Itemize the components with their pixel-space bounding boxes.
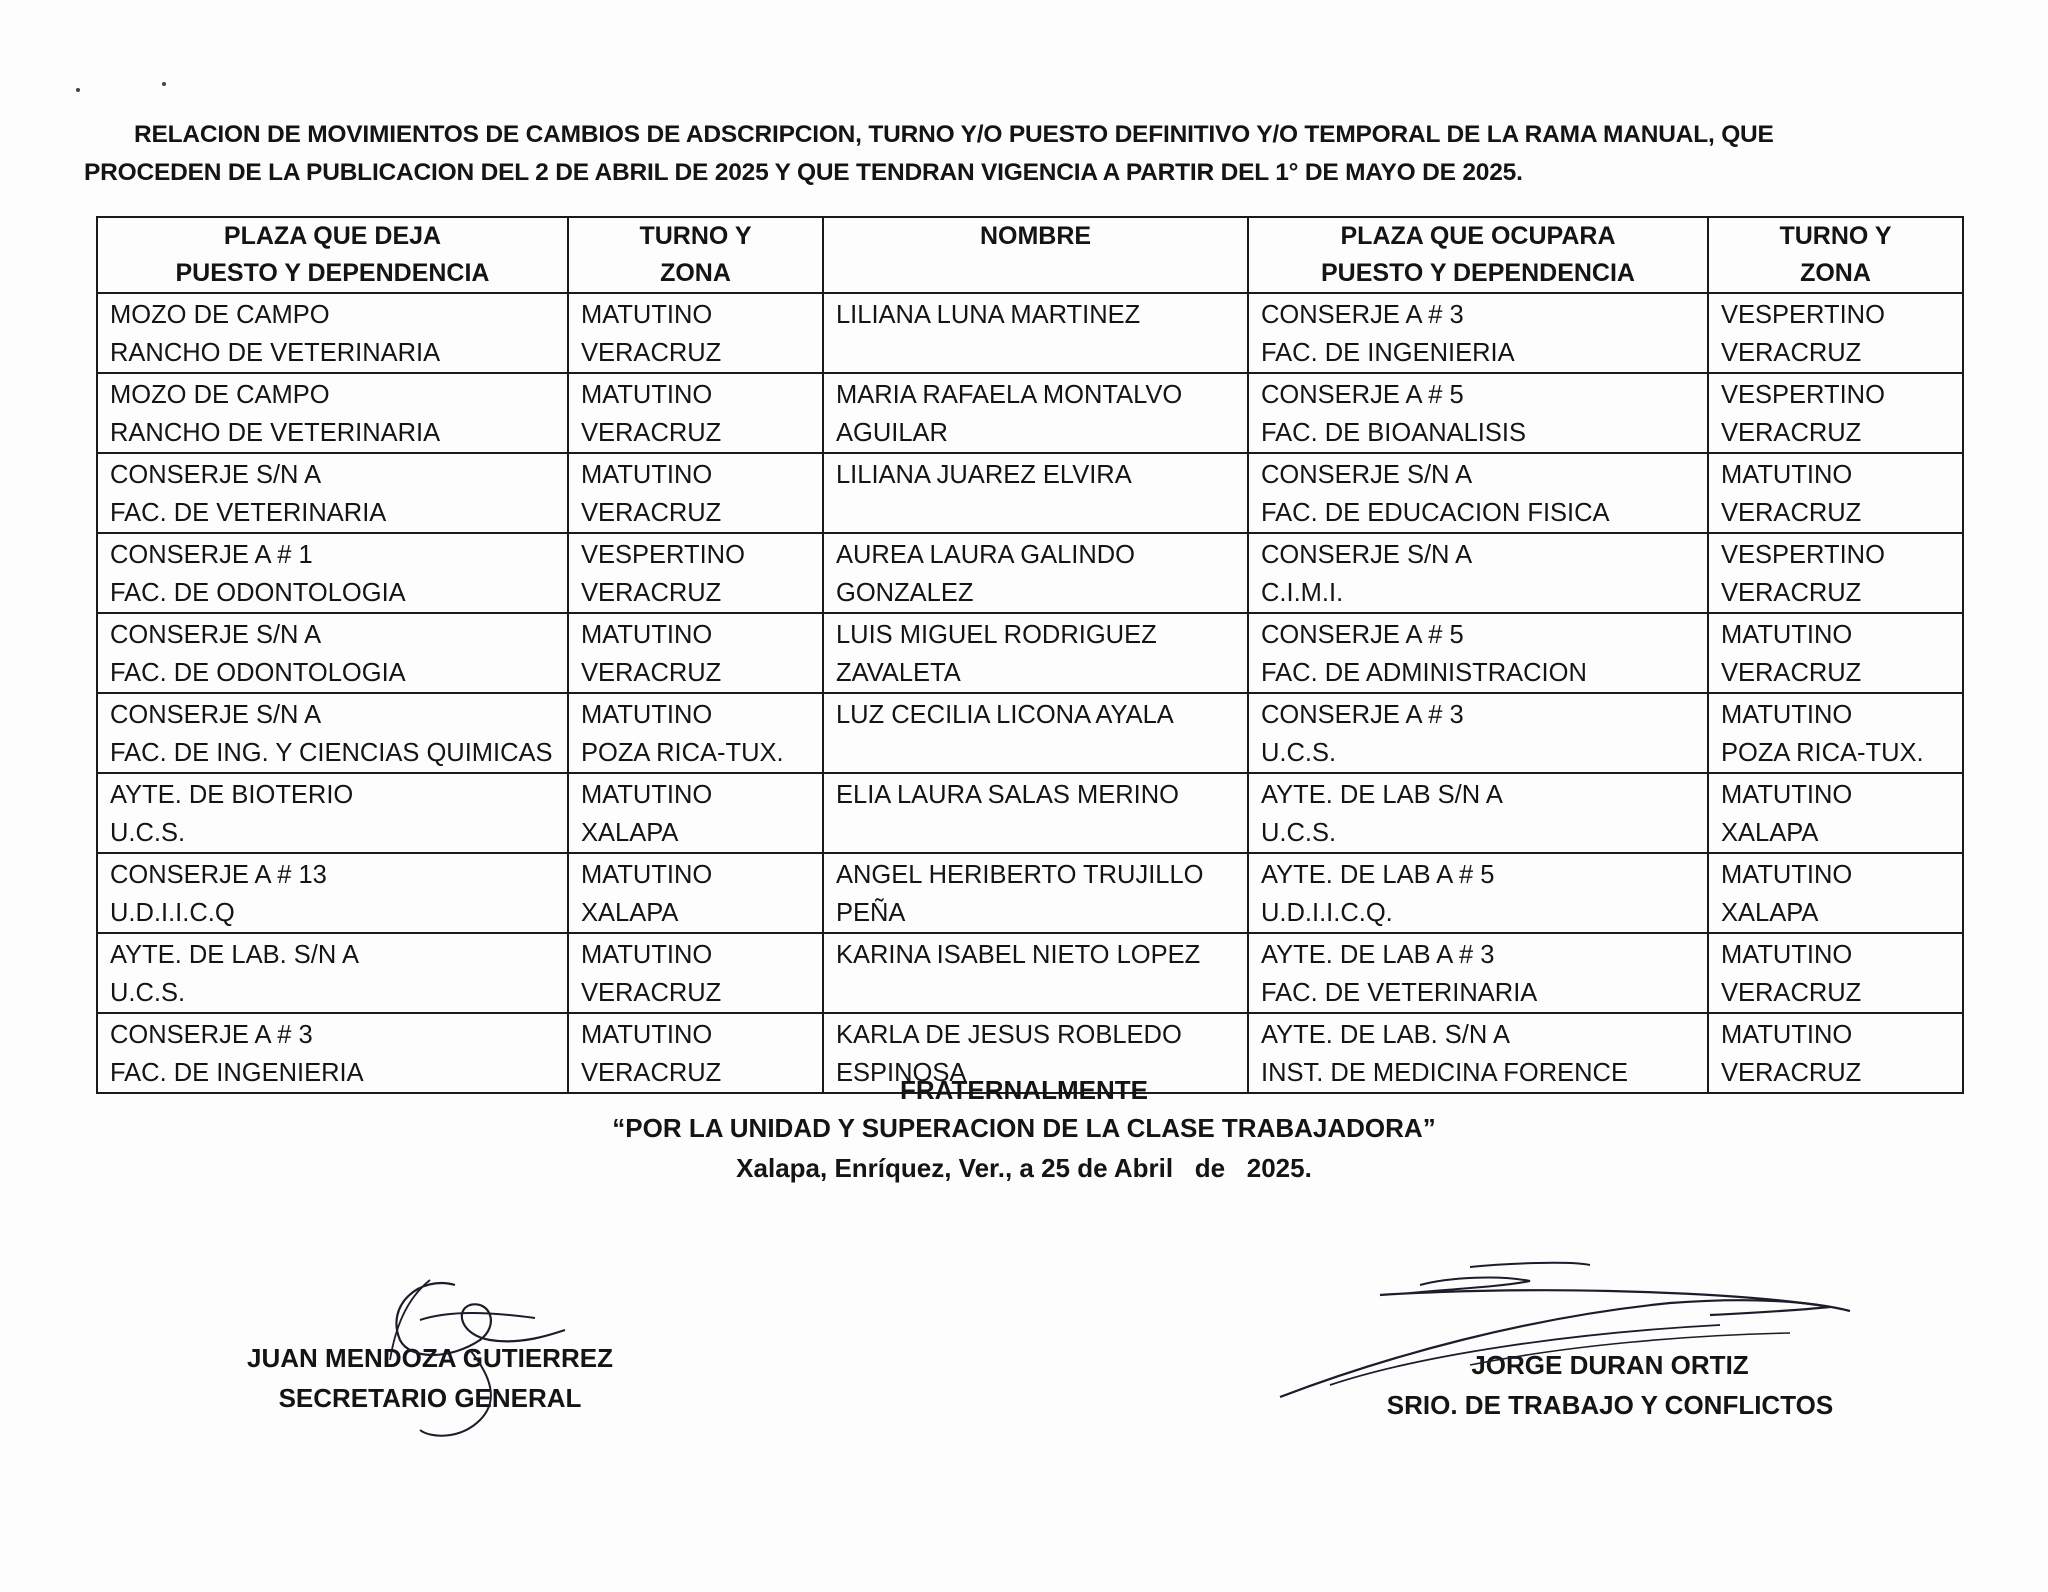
header-plaza-que-deja: PLAZA QUE DEJA PUESTO Y DEPENDENCIA [97, 217, 568, 293]
cell-plaza-que-deja [97, 773, 568, 853]
cell-line: CONSERJE A # 3 [110, 1021, 313, 1049]
cell-line: FAC. DE INGENIERIA [110, 1059, 364, 1087]
cell-line: CONSERJE S/N A [110, 461, 322, 489]
cell-line: VERACRUZ [1721, 579, 1862, 607]
cell-line: MATUTINO [581, 621, 713, 649]
cell-line: FAC. DE ADMINISTRACION [1261, 659, 1587, 687]
table-row [97, 453, 1963, 533]
cell-line: VERACRUZ [1721, 499, 1862, 527]
closing-salutation: FRATERNALMENTE [900, 1075, 1148, 1105]
cell-line: CONSERJE S/N A [110, 621, 322, 649]
cell-turno-zona-origen [568, 693, 823, 773]
cell-nombre [823, 293, 1248, 373]
header-nombre: NOMBRE [823, 217, 1248, 293]
cell-turno-zona-origen [568, 373, 823, 453]
cell-line: FAC. DE EDUCACION FISICA [1261, 499, 1610, 527]
cell-line: POZA RICA-TUX. [581, 739, 784, 767]
cell-nombre [823, 853, 1248, 933]
table-row [97, 373, 1963, 453]
cell-line: CONSERJE A # 3 [1261, 701, 1464, 729]
cell-line: C.I.M.I. [1261, 579, 1344, 607]
signer-title-right: SRIO. DE TRABAJO Y CONFLICTOS [1386, 1390, 1834, 1420]
cell-line: LILIANA LUNA MARTINEZ [836, 301, 1141, 329]
cell-line: RANCHO DE VETERINARIA [110, 339, 441, 367]
cell-nombre [823, 453, 1248, 533]
cell-line: MATUTINO [581, 941, 713, 969]
signature-scribble-left [360, 1260, 590, 1450]
cell-line: FAC. DE VETERINARIA [1261, 979, 1538, 1007]
cell-line: AYTE. DE BIOTERIO [110, 781, 354, 809]
cell-turno-zona-destino [1708, 373, 1963, 453]
cell-nombre [823, 533, 1248, 613]
cell-line: ESPINOSA [836, 1059, 967, 1087]
cell-line: MARIA RAFAELA MONTALVO [836, 381, 1183, 409]
cell-nombre [823, 773, 1248, 853]
cell-plaza-que-ocupara [1248, 933, 1708, 1013]
cell-plaza-que-deja [97, 693, 568, 773]
cell-line: VERACRUZ [581, 499, 722, 527]
scan-speck [162, 82, 166, 86]
cell-line: XALAPA [1721, 819, 1819, 847]
movements-table [96, 216, 1964, 1094]
scan-speck [76, 88, 80, 92]
cell-line: CONSERJE S/N A [110, 701, 322, 729]
table-row [97, 773, 1963, 853]
cell-line: XALAPA [1721, 899, 1819, 927]
cell-line: U.C.S. [110, 979, 186, 1007]
cell-plaza-que-ocupara [1248, 453, 1708, 533]
cell-line: FAC. DE INGENIERIA [1261, 339, 1515, 367]
cell-line: XALAPA [581, 819, 679, 847]
cell-line: CONSERJE S/N A [1261, 541, 1473, 569]
cell-line: CONSERJE A # 1 [110, 541, 313, 569]
signer-title-left: SECRETARIO GENERAL [278, 1383, 582, 1413]
cell-turno-zona-origen [568, 933, 823, 1013]
closing-place-date: Xalapa, Enríquez, Ver., a 25 de Abril de 2025. [736, 1153, 1312, 1183]
cell-line: MOZO DE CAMPO [110, 381, 330, 409]
cell-line: VESPERTINO [1721, 301, 1885, 329]
cell-line: ANGEL HERIBERTO TRUJILLO [836, 861, 1204, 889]
cell-plaza-que-deja [97, 853, 568, 933]
cell-line: MATUTINO [581, 861, 713, 889]
cell-line: FAC. DE BIOANALISIS [1261, 419, 1526, 447]
cell-turno-zona-destino [1708, 693, 1963, 773]
cell-plaza-que-deja [97, 293, 568, 373]
cell-line: FAC. DE VETERINARIA [110, 499, 387, 527]
table-body [97, 293, 1963, 1093]
cell-line: FAC. DE ODONTOLOGIA [110, 659, 406, 687]
cell-line [836, 334, 1235, 372]
cell-line: AYTE. DE LAB. S/N A [1261, 1021, 1510, 1049]
cell-line: AYTE. DE LAB A # 3 [1261, 941, 1495, 969]
cell-line: U.C.S. [1261, 739, 1337, 767]
cell-turno-zona-destino [1708, 773, 1963, 853]
cell-line: VERACRUZ [581, 419, 722, 447]
cell-line: KARINA ISABEL NIETO LOPEZ [836, 941, 1201, 969]
table-header-row [97, 217, 1963, 293]
cell-line: KARLA DE JESUS ROBLEDO [836, 1021, 1182, 1049]
cell-turno-zona-origen [568, 453, 823, 533]
cell-line: U.C.S. [110, 819, 186, 847]
cell-line: VERACRUZ [581, 659, 722, 687]
cell-turno-zona-origen [568, 853, 823, 933]
cell-line: VESPERTINO [1721, 381, 1885, 409]
cell-line: VERACRUZ [1721, 1059, 1862, 1087]
cell-line [836, 494, 1235, 532]
cell-nombre [823, 373, 1248, 453]
cell-turno-zona-origen [568, 773, 823, 853]
cell-line [836, 974, 1235, 1012]
cell-line: U.D.I.I.C.Q [110, 899, 235, 927]
cell-line: MATUTINO [581, 701, 713, 729]
cell-line: MATUTINO [581, 301, 713, 329]
cell-turno-zona-destino [1708, 613, 1963, 693]
cell-line [836, 734, 1235, 772]
closing-motto: “POR LA UNIDAD Y SUPERACION DE LA CLASE TRABAJADORA” [612, 1113, 1436, 1143]
cell-nombre [823, 613, 1248, 693]
cell-line: VERACRUZ [1721, 659, 1862, 687]
table-row [97, 693, 1963, 773]
cell-turno-zona-destino [1708, 853, 1963, 933]
cell-plaza-que-deja [97, 613, 568, 693]
cell-plaza-que-ocupara [1248, 533, 1708, 613]
cell-line: LUIS MIGUEL RODRIGUEZ [836, 621, 1157, 649]
cell-line: RANCHO DE VETERINARIA [110, 419, 441, 447]
cell-plaza-que-ocupara [1248, 373, 1708, 453]
cell-line: POZA RICA-TUX. [1721, 739, 1924, 767]
header-plaza-que-ocupara: PLAZA QUE OCUPARA PUESTO Y DEPENDENCIA [1248, 217, 1708, 293]
cell-line: VERACRUZ [1721, 419, 1862, 447]
cell-line: U.D.I.I.C.Q. [1261, 899, 1393, 927]
cell-line: MATUTINO [1721, 1021, 1853, 1049]
title-line-2: PROCEDEN DE LA PUBLICACION DEL 2 DE ABRIL DE 2025 Y QUE TENDRAN VIGENCIA A PARTIR DEL 1° DE MAYO DE 2025. [84, 159, 1523, 186]
cell-line: ELIA LAURA SALAS MERINO [836, 781, 1179, 809]
cell-line: MATUTINO [581, 1021, 713, 1049]
cell-turno-zona-destino [1708, 453, 1963, 533]
cell-line: MOZO DE CAMPO [110, 301, 330, 329]
cell-turno-zona-destino [1708, 533, 1963, 613]
cell-turno-zona-origen [568, 613, 823, 693]
cell-line: LUZ CECILIA LICONA AYALA [836, 701, 1174, 729]
cell-plaza-que-ocupara [1248, 773, 1708, 853]
cell-line: ZAVALETA [836, 659, 961, 687]
cell-line: U.C.S. [1261, 819, 1337, 847]
table-row [97, 853, 1963, 933]
cell-line: CONSERJE A # 5 [1261, 621, 1464, 649]
cell-line: MATUTINO [1721, 781, 1853, 809]
cell-line: AGUILAR [836, 419, 948, 447]
cell-line: VERACRUZ [581, 1059, 722, 1087]
cell-line: MATUTINO [1721, 621, 1853, 649]
cell-line: VESPERTINO [581, 541, 745, 569]
cell-line: VERACRUZ [581, 339, 722, 367]
signature-scribble-right [1270, 1255, 1910, 1405]
cell-line: CONSERJE A # 13 [110, 861, 327, 889]
table-row [97, 613, 1963, 693]
cell-line: XALAPA [581, 899, 679, 927]
cell-line: AYTE. DE LAB S/N A [1261, 781, 1503, 809]
cell-line: GONZALEZ [836, 579, 974, 607]
cell-plaza-que-deja [97, 933, 568, 1013]
cell-line: CONSERJE A # 3 [1261, 301, 1464, 329]
cell-turno-zona-destino [1708, 933, 1963, 1013]
cell-line: VESPERTINO [1721, 541, 1885, 569]
cell-plaza-que-deja [97, 373, 568, 453]
cell-line: MATUTINO [581, 461, 713, 489]
header-turno-zona-destino: TURNO Y ZONA [1708, 217, 1963, 293]
signer-name-right: JORGE DURAN ORTIZ [1471, 1350, 1749, 1380]
cell-line: MATUTINO [581, 781, 713, 809]
cell-line: AYTE. DE LAB. S/N A [110, 941, 359, 969]
cell-plaza-que-deja [97, 453, 568, 533]
cell-line: FAC. DE ING. Y CIENCIAS QUIMICAS [110, 739, 553, 767]
cell-line: AUREA LAURA GALINDO [836, 541, 1136, 569]
cell-line: MATUTINO [1721, 941, 1853, 969]
cell-nombre [823, 693, 1248, 773]
document-title [84, 116, 1984, 192]
cell-line: AYTE. DE LAB A # 5 [1261, 861, 1495, 889]
cell-line [836, 814, 1235, 852]
cell-line: CONSERJE S/N A [1261, 461, 1473, 489]
cell-line: MATUTINO [1721, 861, 1853, 889]
table-row [97, 533, 1963, 613]
cell-nombre [823, 933, 1248, 1013]
cell-line: VERACRUZ [1721, 339, 1862, 367]
title-line-1: RELACION DE MOVIMIENTOS DE CAMBIOS DE ADSCRIPCION, TURNO Y/O PUESTO DEFINITIVO Y/O TEMPORAL DE LA RAMA MANUAL, QUE [134, 121, 1774, 148]
cell-plaza-que-ocupara [1248, 693, 1708, 773]
cell-line: MATUTINO [1721, 461, 1853, 489]
table-row [97, 293, 1963, 373]
cell-line: CONSERJE A # 5 [1261, 381, 1464, 409]
table-row [97, 933, 1963, 1013]
header-turno-zona-origen: TURNO Y ZONA [568, 217, 823, 293]
cell-line: MATUTINO [581, 381, 713, 409]
cell-turno-zona-origen [568, 533, 823, 613]
cell-line: FAC. DE ODONTOLOGIA [110, 579, 406, 607]
cell-line: INST. DE MEDICINA FORENCE [1261, 1059, 1628, 1087]
cell-line: PEÑA [836, 899, 906, 927]
cell-plaza-que-ocupara [1248, 293, 1708, 373]
cell-line: LILIANA JUAREZ ELVIRA [836, 461, 1132, 489]
cell-turno-zona-destino [1708, 293, 1963, 373]
cell-plaza-que-ocupara [1248, 613, 1708, 693]
cell-line: VERACRUZ [1721, 979, 1862, 1007]
cell-line: MATUTINO [1721, 701, 1853, 729]
cell-plaza-que-ocupara [1248, 853, 1708, 933]
cell-turno-zona-origen [568, 293, 823, 373]
cell-line: VERACRUZ [581, 579, 722, 607]
cell-line: VERACRUZ [581, 979, 722, 1007]
signer-name-left: JUAN MENDOZA GUTIERREZ [247, 1343, 613, 1373]
cell-plaza-que-deja [97, 533, 568, 613]
